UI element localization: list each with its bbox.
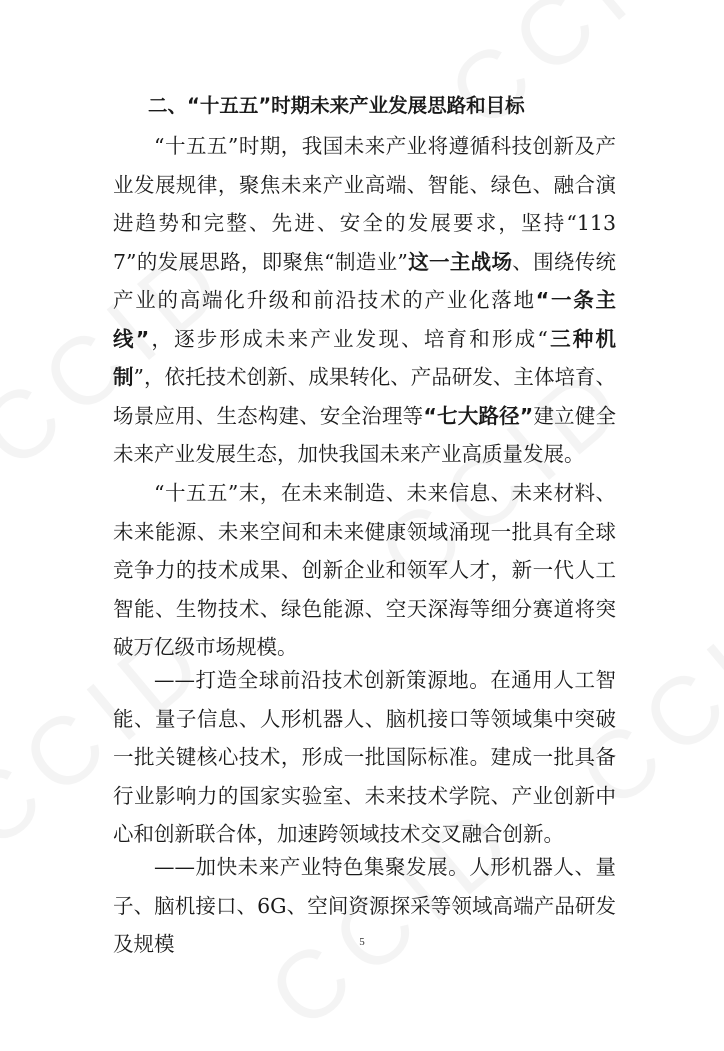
paragraph-cluster-development: ——加快未来产业特色集聚发展。人形机器人、量子、脑机接口、6G、空间资源探采等领域高端产品研发及规模 [113, 855, 616, 956]
text-run: 建立健全未来产业发展生态，加快我国未来产业高质量发展。 [113, 403, 617, 466]
section-heading: 二、“十五五”时期未来产业发展思路和目标 [148, 94, 525, 117]
text-run: ”，依托技术创新、成果转化、产品研发、主体培育、场景应用、生态构建、安全治理等 [113, 365, 617, 428]
bold-term: 三种机制 [113, 326, 616, 389]
text-run: “十五五”时期，我国未来产业将遵循科技创新及产业发展规律，聚焦未来产业高端、智能、绿色、融合演进趋势和完整、先进、安全的发展要求，坚持“1137”的发展思路，即聚焦“制造业” [113, 134, 616, 274]
page-number: 5 [359, 936, 365, 948]
bold-term: “七大路径” [423, 403, 534, 428]
bold-term: “一条主线” [113, 288, 616, 351]
bold-term: 这一主战场 [407, 249, 513, 274]
text-run: ，逐步形成未来产业发现、培育和形成“ [149, 326, 548, 351]
paragraph-development-approach [113, 127, 616, 474]
text-run: 、围绕传统产业的高端化升级和前沿技术的产业化落地 [113, 249, 617, 312]
paragraph-end-of-period-goal: “十五五”末，在未来制造、未来信息、未来材料、未来能源、未来空间和未来健康领域涌现一批具有全球竞争力的技术成果、创新企业和领军人才，新一代人工智能、生物技术、绿色能源、空天深海等细分赛道将突破万亿级市场规模。 [113, 481, 616, 659]
paragraph-innovation-source: ——打造全球前沿技术创新策源地。在通用人工智能、量子信息、人形机器人、脑机接口等领域集中突破一批关键核心技术，形成一批国际标准。建成一批具备行业影响力的国家实验室、未来技术学院、产业创新中心和创新联合体，加速跨领域技术交叉融合创新。 [113, 668, 616, 846]
